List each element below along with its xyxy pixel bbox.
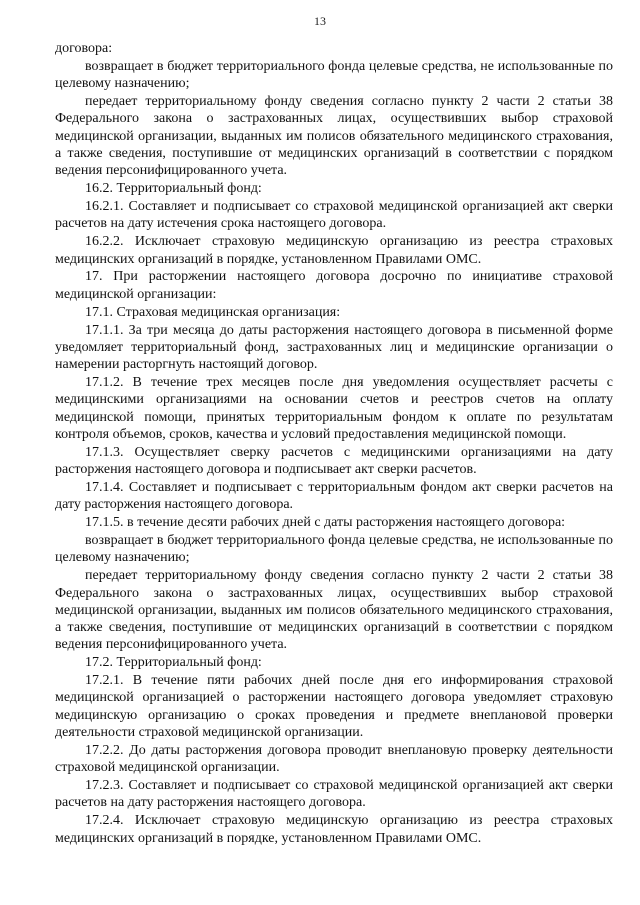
paragraph: 17.1.4. Составляет и подписывает с территориальным фондом акт сверки расчетов на дату расторжения настоящего договора. — [55, 479, 613, 513]
paragraph: 16.2. Территориальный фонд: — [85, 181, 262, 197]
paragraph: 17.2.1. В течение пяти рабочих дней после дня его информирования страховой медицинской организацией о расторжении настоящего договора уведомляет страховую медицинскую организацию о сроках проведения и предмете внеплановой проверки деятельности страховой медицинской организации. — [55, 673, 613, 741]
paragraph: 17.1. Страховая медицинская организация: — [85, 304, 341, 320]
paragraph: 16.2.1. Составляет и подписывает со страховой медицинской организацией акт сверки расчетов на дату истечения срока настоящего договора. — [55, 199, 613, 232]
paragraph: 17.2.3. Составляет и подписывает со страховой медицинской организацией акт сверки расчетов на дату расторжения настоящего договора. — [55, 778, 613, 811]
document-body — [55, 40, 613, 848]
paragraph: 17.1.2. В течение трех месяцев после дня уведомления осуществляет расчеты с медицинскими организациями на основании счетов и реестров счетов на оплату медицинской помощи, принятых территориальным фондом к оплате по результатам контроля объемов, сроков, качества и условий предоставления медицинской помощи. — [55, 374, 613, 442]
paragraph: договора: — [55, 41, 113, 56]
paragraph: 16.2.2. Исключает страховую медицинскую организацию из реестра страховых медицинских организаций в порядке, установленном Правилами ОМС. — [55, 234, 613, 267]
paragraph: передает территориальному фонду сведения согласно пункту 2 части 2 статьи 38 Федерального закона о застрахованных лицах, осуществивших выбор страховой медицинской организации, выданных им полисов обязательного медицинского страхования, а также сведения, поступившие от медицинских организаций в соответствии с порядком ведения персонифицированного учета. — [55, 568, 613, 653]
paragraph: 17.2.2. До даты расторжения договора проводит внеплановую проверку деятельности страховой медицинской организации. — [55, 742, 613, 776]
paragraph: 17.1.5. в течение десяти рабочих дней с даты расторжения настоящего договора: — [85, 515, 566, 531]
paragraph: возвращает в бюджет территориального фонда целевые средства, не использованные по целевому назначению; — [55, 533, 613, 566]
paragraph: 17.2.4. Исключает страховую медицинскую организацию из реестра страховых медицинских организаций в порядке, установленном Правилами ОМС. — [55, 813, 613, 846]
paragraph: 17. При расторжении настоящего договора досрочно по инициативе страховой медицинской организации: — [55, 269, 613, 302]
paragraph: возвращает в бюджет территориального фонда целевые средства, не использованные по целевому назначению; — [55, 58, 613, 92]
paragraph: 17.2. Территориальный фонд: — [85, 655, 262, 671]
page-number: 13 — [314, 14, 326, 28]
paragraph: 17.1.1. За три месяца до даты расторжения настоящего договора в письменной форме уведомляет территориальный фонд, застрахованных лиц и медицинские организации о намерении расторгнуть настоящий договор. — [55, 322, 613, 373]
paragraph: 17.1.3. Осуществляет сверку расчетов с медицинскими организациями на дату расторжения настоящего договора и подписывает акт сверки расчетов. — [55, 444, 613, 478]
paragraph: передает территориальному фонду сведения согласно пункту 2 части 2 статьи 38 Федерального закона о застрахованных лицах, осуществивших выбор страховой медицинской организации, выданных им полисов обязательного медицинского страхования, а также сведения, поступившие от медицинских организаций в соответствии с порядком ведения персонифицированного учета. — [55, 94, 613, 179]
